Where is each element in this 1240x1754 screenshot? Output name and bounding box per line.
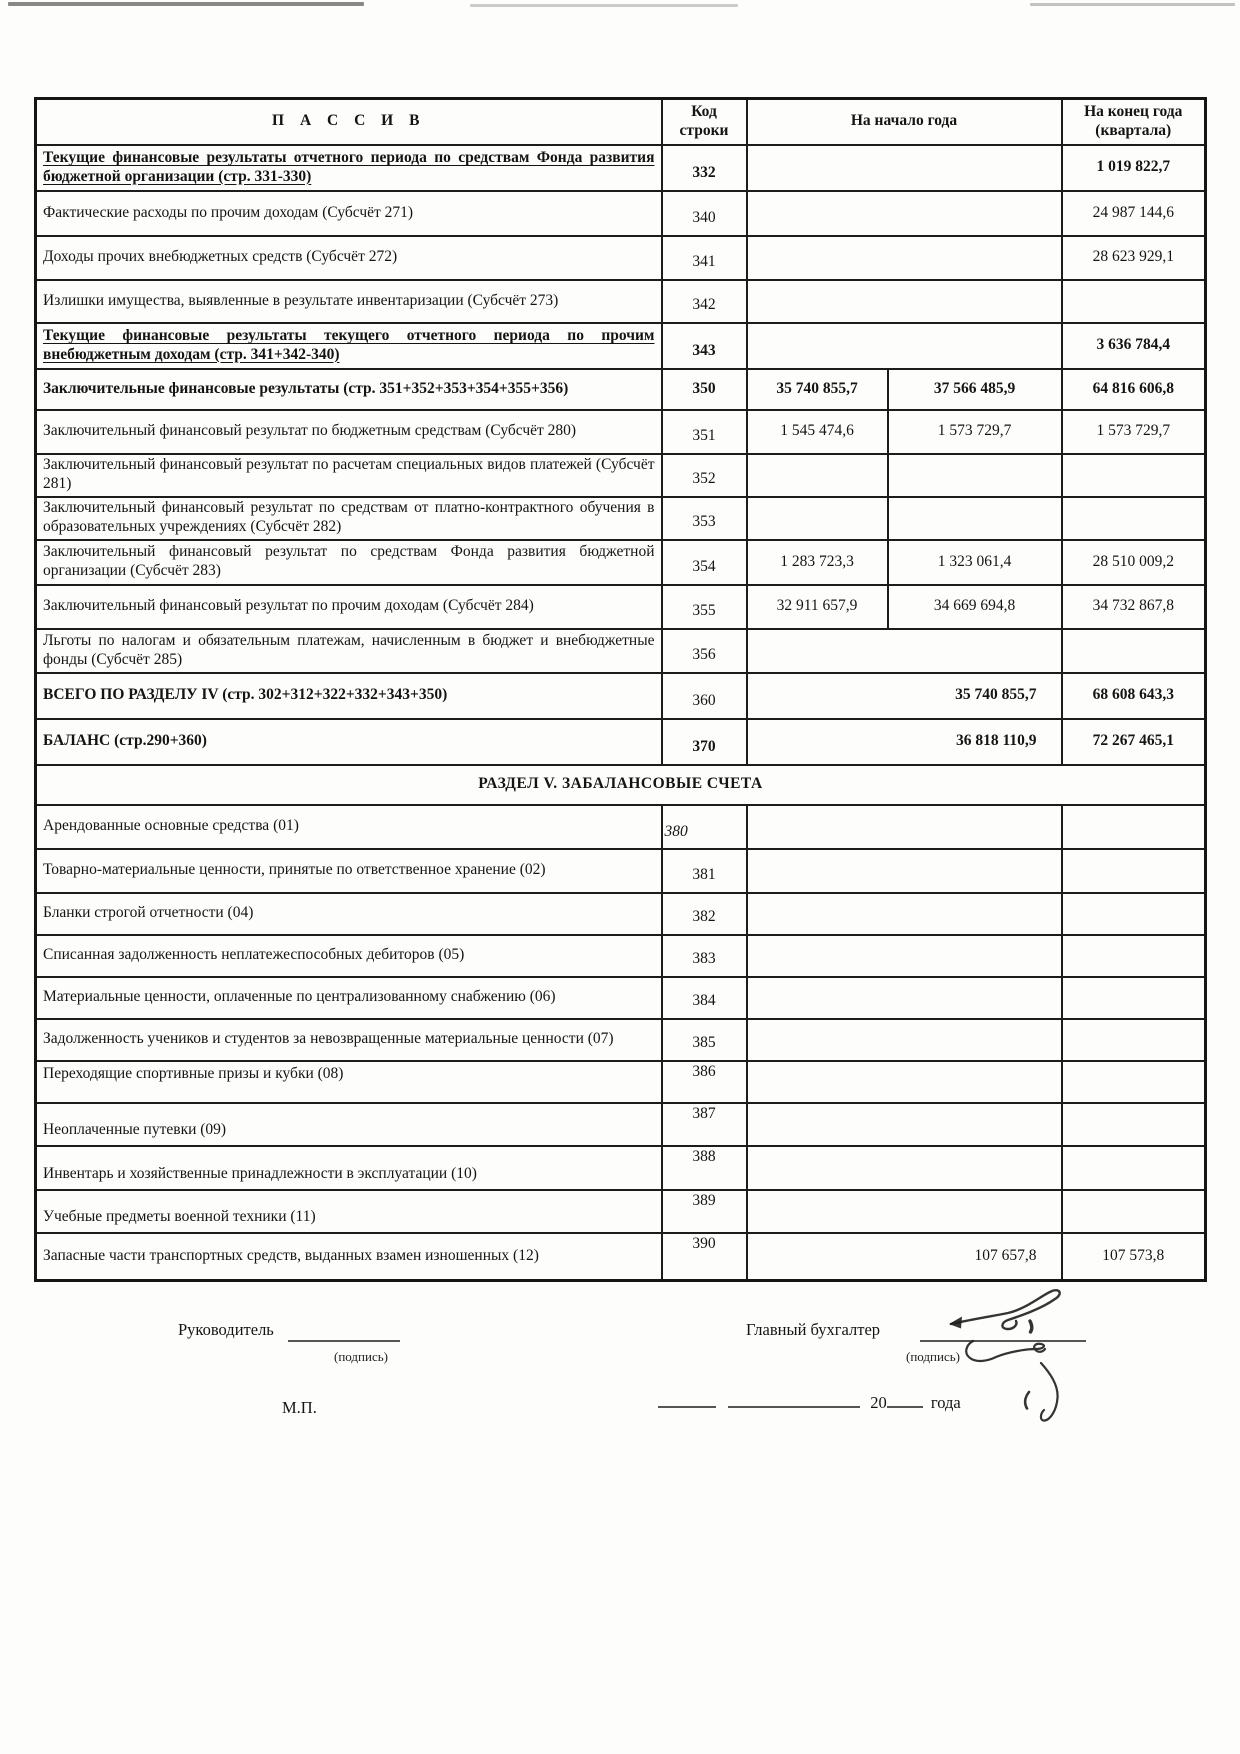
table-row <box>36 673 1206 719</box>
column-header-passiv: П А С С И В <box>36 99 662 145</box>
row-332-begin <box>747 145 1062 191</box>
table-row <box>36 1190 1206 1233</box>
row-354-end: 28 510 009,2 <box>1062 540 1206 585</box>
row-343-end: 3 636 784,4 <box>1062 323 1206 369</box>
row-389-code: 389 <box>662 1190 747 1233</box>
row-356-label: Льготы по налогам и обязательным платежам, начисленным в бюджет и внебюджетные фонды (Субсчёт 285) <box>36 629 662 673</box>
table-row <box>36 849 1206 893</box>
row-355-label: Заключительный финансовый результат по прочим доходам (Субсчёт 284) <box>36 585 662 629</box>
row-340-code: 340 <box>662 191 747 236</box>
row-353-begin-b <box>888 497 1062 540</box>
row-350-code: 350 <box>662 369 747 410</box>
table-row <box>36 1061 1206 1103</box>
row-341-code: 341 <box>662 236 747 280</box>
director-signature-line <box>288 1340 400 1342</box>
row-355-code: 355 <box>662 585 747 629</box>
row-351-code: 351 <box>662 410 747 454</box>
row-332-label: Текущие финансовые результаты отчетного периода по средствам Фонда развития бюджетной организации (стр. 331-330) <box>36 145 662 191</box>
row-387-label: Неоплаченные путевки (09) <box>36 1103 662 1146</box>
signature-arrow-flourish <box>949 1317 962 1329</box>
row-383-begin <box>747 935 1062 977</box>
row-388-end <box>1062 1146 1206 1190</box>
row-385-begin <box>747 1019 1062 1061</box>
row-389-end <box>1062 1190 1206 1233</box>
row-385-code: 385 <box>662 1019 747 1061</box>
table-row <box>36 540 1206 585</box>
column-header-begin-year: На начало года <box>747 99 1062 145</box>
row-383-label: Списанная задолженность неплатежеспособных дебиторов (05) <box>36 935 662 977</box>
row-343-label: Текущие финансовые результаты текущего отчетного периода по прочим внебюджетным доходам (стр. 341+342-340) <box>36 323 662 369</box>
row-351-begin-b: 1 573 729,7 <box>888 410 1062 454</box>
table-row <box>36 191 1206 236</box>
row-390-begin: 107 657,8 <box>747 1233 1062 1281</box>
row-384-begin <box>747 977 1062 1019</box>
row-352-begin-b <box>888 454 1062 497</box>
row-354-begin-a: 1 283 723,3 <box>747 540 888 585</box>
row-388-label: Инвентарь и хозяйственные принадлежности в эксплуатации (10) <box>36 1146 662 1190</box>
row-350-end: 64 816 606,8 <box>1062 369 1206 410</box>
row-390-label: Запасные части транспортных средств, выданных взамен изношенных (12) <box>36 1233 662 1281</box>
row-381-end <box>1062 849 1206 893</box>
row-383-end <box>1062 935 1206 977</box>
row-340-begin <box>747 191 1062 236</box>
row-386-code: 386 <box>662 1061 747 1103</box>
row-354-code: 354 <box>662 540 747 585</box>
table-row <box>36 1103 1206 1146</box>
row-356-code: 356 <box>662 629 747 673</box>
table-header-row <box>36 99 1206 145</box>
table-row <box>36 719 1206 765</box>
section-v-title: РАЗДЕЛ V. ЗАБАЛАНСОВЫЕ СЧЕТА <box>36 765 1206 805</box>
row-342-end <box>1062 280 1206 323</box>
row-370-begin: 36 818 110,9 <box>747 719 1062 765</box>
row-354-begin-b: 1 323 061,4 <box>888 540 1062 585</box>
row-381-label: Товарно-материальные ценности, принятые по ответственное хранение (02) <box>36 849 662 893</box>
row-387-begin <box>747 1103 1062 1146</box>
row-355-begin-b: 34 669 694,8 <box>888 585 1062 629</box>
accountant-signature-caption: (подпись) <box>906 1349 960 1364</box>
code-header-line2: строки <box>679 121 729 139</box>
row-352-end <box>1062 454 1206 497</box>
row-383-code: 383 <box>662 935 747 977</box>
row-340-end: 24 987 144,6 <box>1062 191 1206 236</box>
row-370-label: БАЛАНС (стр.290+360) <box>36 719 662 765</box>
row-380-begin <box>747 805 1062 849</box>
row-341-label: Доходы прочих внебюджетных средств (Субсчёт 272) <box>36 236 662 280</box>
end-year-header-line2: (квартала) <box>1095 121 1172 139</box>
table-row <box>36 585 1206 629</box>
table-row <box>36 497 1206 540</box>
row-332-code: 332 <box>662 145 747 191</box>
table-row <box>36 893 1206 935</box>
row-386-label: Переходящие спортивные призы и кубки (08) <box>36 1061 662 1103</box>
row-384-label: Материальные ценности, оплаченные по централизованному снабжению (06) <box>36 977 662 1019</box>
row-353-end <box>1062 497 1206 540</box>
row-341-end: 28 623 929,1 <box>1062 236 1206 280</box>
row-353-code: 353 <box>662 497 747 540</box>
row-388-code: 388 <box>662 1146 747 1190</box>
row-360-code: 360 <box>662 673 747 719</box>
row-341-begin <box>747 236 1062 280</box>
year-blank-line <box>887 1392 923 1408</box>
row-386-begin <box>747 1061 1062 1103</box>
row-370-code: 370 <box>662 719 747 765</box>
table-row <box>36 323 1206 369</box>
table-row <box>36 977 1206 1019</box>
row-342-begin <box>747 280 1062 323</box>
row-353-label: Заключительный финансовый результат по средствам от платно-контрактного обучения в образовательных учреждениях (Субсчёт 282) <box>36 497 662 540</box>
row-389-begin <box>747 1190 1062 1233</box>
date-blank-line <box>658 1392 716 1408</box>
scan-artifact-line <box>470 4 738 7</box>
row-351-label: Заключительный финансовый результат по бюджетным средствам (Субсчёт 280) <box>36 410 662 454</box>
handwritten-signature <box>938 1283 1072 1433</box>
date-line <box>658 1392 961 1413</box>
table-row <box>36 410 1206 454</box>
row-351-end: 1 573 729,7 <box>1062 410 1206 454</box>
row-386-end <box>1062 1061 1206 1103</box>
row-380-end <box>1062 805 1206 849</box>
row-382-begin <box>747 893 1062 935</box>
row-340-label: Фактические расходы по прочим доходам (Субсчёт 271) <box>36 191 662 236</box>
row-350-label: Заключительные финансовые результаты (стр. 351+352+353+354+355+356) <box>36 369 662 410</box>
row-332-end: 1 019 822,7 <box>1062 145 1206 191</box>
column-header-code <box>662 99 747 145</box>
row-388-begin <box>747 1146 1062 1190</box>
table-row <box>36 629 1206 673</box>
table-row <box>36 1019 1206 1061</box>
row-385-label: Задолженность учеников и студентов за невозвращенные материальные ценности (07) <box>36 1019 662 1061</box>
row-380-label: Арендованные основные средства (01) <box>36 805 662 849</box>
table-row <box>36 236 1206 280</box>
row-352-code: 352 <box>662 454 747 497</box>
table-row <box>36 935 1206 977</box>
table-row <box>36 280 1206 323</box>
row-382-end <box>1062 893 1206 935</box>
row-360-begin: 35 740 855,7 <box>747 673 1062 719</box>
row-355-end: 34 732 867,8 <box>1062 585 1206 629</box>
scan-artifact-line <box>1030 3 1235 6</box>
row-360-label: ВСЕГО ПО РАЗДЕЛУ IV (стр. 302+312+322+332+343+350) <box>36 673 662 719</box>
row-350-begin-b: 37 566 485,9 <box>888 369 1062 410</box>
row-355-begin-a: 32 911 657,9 <box>747 585 888 629</box>
table-row <box>36 145 1206 191</box>
row-356-end <box>1062 629 1206 673</box>
director-label: Руководитель <box>178 1320 274 1339</box>
row-350-begin-a: 35 740 855,7 <box>747 369 888 410</box>
row-356-begin <box>747 629 1062 673</box>
row-370-end: 72 267 465,1 <box>1062 719 1206 765</box>
row-352-label: Заключительный финансовый результат по расчетам специальных видов платежей (Субсчёт 281) <box>36 454 662 497</box>
director-signature-caption: (подпись) <box>334 1349 388 1364</box>
row-382-label: Бланки строгой отчетности (04) <box>36 893 662 935</box>
row-342-code: 342 <box>662 280 747 323</box>
year-prefix: 20 <box>870 1393 887 1412</box>
row-382-code: 382 <box>662 893 747 935</box>
row-384-end <box>1062 977 1206 1019</box>
row-354-label: Заключительный финансовый результат по средствам Фонда развития бюджетной организации (Субсчёт 283) <box>36 540 662 585</box>
code-header-line1: Код <box>691 103 717 121</box>
row-360-end: 68 608 643,3 <box>1062 673 1206 719</box>
table-row <box>36 1146 1206 1190</box>
row-342-label: Излишки имущества, выявленные в результате инвентаризации (Субсчёт 273) <box>36 280 662 323</box>
row-384-code: 384 <box>662 977 747 1019</box>
liabilities-table <box>34 97 1207 1282</box>
row-381-begin <box>747 849 1062 893</box>
row-343-code: 343 <box>662 323 747 369</box>
table-row <box>36 454 1206 497</box>
chief-accountant-label: Главный бухгалтер <box>746 1320 881 1339</box>
row-385-end <box>1062 1019 1206 1061</box>
row-352-begin-a <box>747 454 888 497</box>
table-row <box>36 1233 1206 1281</box>
row-387-end <box>1062 1103 1206 1146</box>
row-381-code: 381 <box>662 849 747 893</box>
table-row <box>36 805 1206 849</box>
row-353-begin-a <box>747 497 888 540</box>
section-header-row <box>36 765 1206 805</box>
row-387-code: 387 <box>662 1103 747 1146</box>
scan-artifact-line <box>8 2 364 6</box>
table-row <box>36 369 1206 410</box>
year-suffix: года <box>930 1393 961 1412</box>
column-header-end-year <box>1062 99 1206 145</box>
row-390-end: 107 573,8 <box>1062 1233 1206 1281</box>
row-390-code: 390 <box>662 1233 747 1281</box>
row-343-begin <box>747 323 1062 369</box>
row-351-begin-a: 1 545 474,6 <box>747 410 888 454</box>
end-year-header-line1: На конец года <box>1084 103 1183 121</box>
row-389-label: Учебные предметы военной техники (11) <box>36 1190 662 1233</box>
date-blank-line <box>728 1392 860 1408</box>
stamp-place-label: М.П. <box>282 1398 317 1417</box>
row-380-code: 380 <box>662 805 747 849</box>
